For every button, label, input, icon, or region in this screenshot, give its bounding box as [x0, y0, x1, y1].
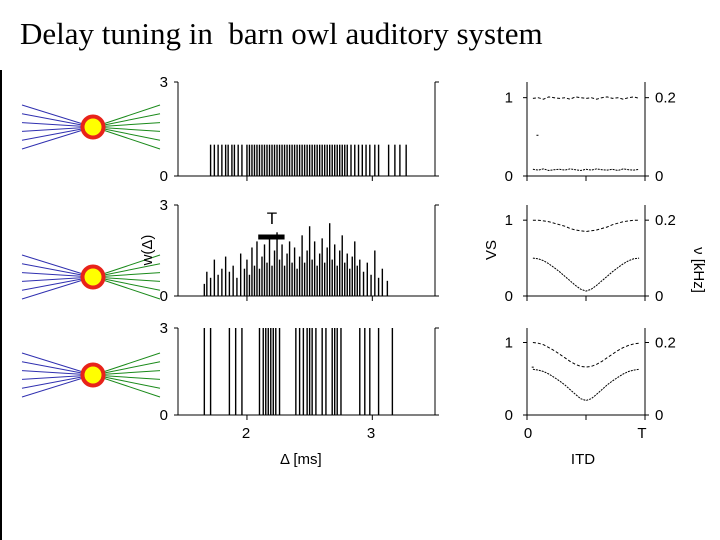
rate-curve	[533, 258, 639, 291]
itd-tuning-plot	[505, 82, 676, 185]
right-ylabel-right: ν [kHz]	[690, 247, 707, 293]
y-tick-label-right: 0.2	[655, 89, 676, 107]
y-tick-label-left: 0	[504, 407, 513, 424]
vector-strength-curve	[533, 343, 639, 368]
left-plots	[160, 74, 439, 424]
y-tick-label-left: 0	[504, 168, 513, 185]
period-label: T	[266, 209, 278, 228]
vector-strength-curve	[533, 220, 639, 231]
slide-title: Delay tuning in barn owl auditory system	[20, 16, 543, 51]
neuron-icon	[83, 267, 104, 288]
delay-histogram	[160, 197, 439, 305]
neuron-icon	[83, 117, 104, 138]
y-tick-label-left: 1	[504, 212, 513, 230]
right-plots	[505, 82, 676, 424]
y-tick-label-right: 0.2	[655, 334, 676, 352]
y-tick-label-right: 0	[655, 288, 664, 305]
delay-histogram	[160, 74, 439, 185]
y-tick-label-right: 0	[655, 407, 664, 424]
y-tick-label: 3	[159, 74, 168, 91]
y-tick-label: 0	[159, 168, 168, 185]
green-input-fiber	[103, 353, 160, 372]
left-xlabel: Δ [ms]	[280, 451, 322, 468]
green-input-fiber	[103, 105, 160, 124]
blue-input-fiber	[22, 353, 83, 372]
neuron-diagram	[22, 105, 160, 149]
y-tick-label-right: 0.2	[655, 212, 676, 230]
y-tick-label: 3	[159, 320, 168, 337]
itd-tuning-plot	[505, 328, 676, 424]
right-xtick-0: 0	[523, 425, 533, 442]
y-tick-label-left: 1	[504, 334, 513, 352]
right-ylabel-left: VS	[483, 239, 500, 261]
blue-input-fiber	[22, 130, 83, 149]
green-input-fiber	[103, 378, 160, 397]
y-tick-label-right: 0	[655, 168, 664, 185]
neuron-icon	[83, 365, 104, 386]
left-ylabel: w(Δ)	[139, 234, 156, 266]
y-tick-label: 0	[159, 407, 168, 424]
blue-input-fiber	[22, 280, 83, 299]
y-tick-label-left: 0	[504, 288, 513, 305]
rate-curve	[533, 169, 639, 171]
blue-input-fiber	[22, 105, 83, 124]
right-xtick-T: T	[637, 425, 647, 442]
left-xtick-2: 2	[241, 425, 251, 442]
y-tick-label: 0	[159, 288, 168, 305]
blue-input-fiber	[22, 255, 83, 274]
y-tick-label-left: 1	[504, 89, 513, 107]
delay-histogram	[160, 320, 439, 424]
left-xtick-3: 3	[366, 425, 376, 442]
blue-input-fiber	[22, 378, 83, 397]
right-xlabel: ITD	[570, 451, 596, 468]
green-input-fiber	[103, 280, 160, 299]
green-input-fiber	[103, 130, 160, 149]
neuron-diagram	[22, 353, 160, 397]
y-tick-label: 3	[159, 197, 168, 214]
vector-strength-curve	[533, 97, 639, 99]
itd-tuning-plot	[505, 205, 676, 305]
rate-curve	[533, 369, 639, 400]
